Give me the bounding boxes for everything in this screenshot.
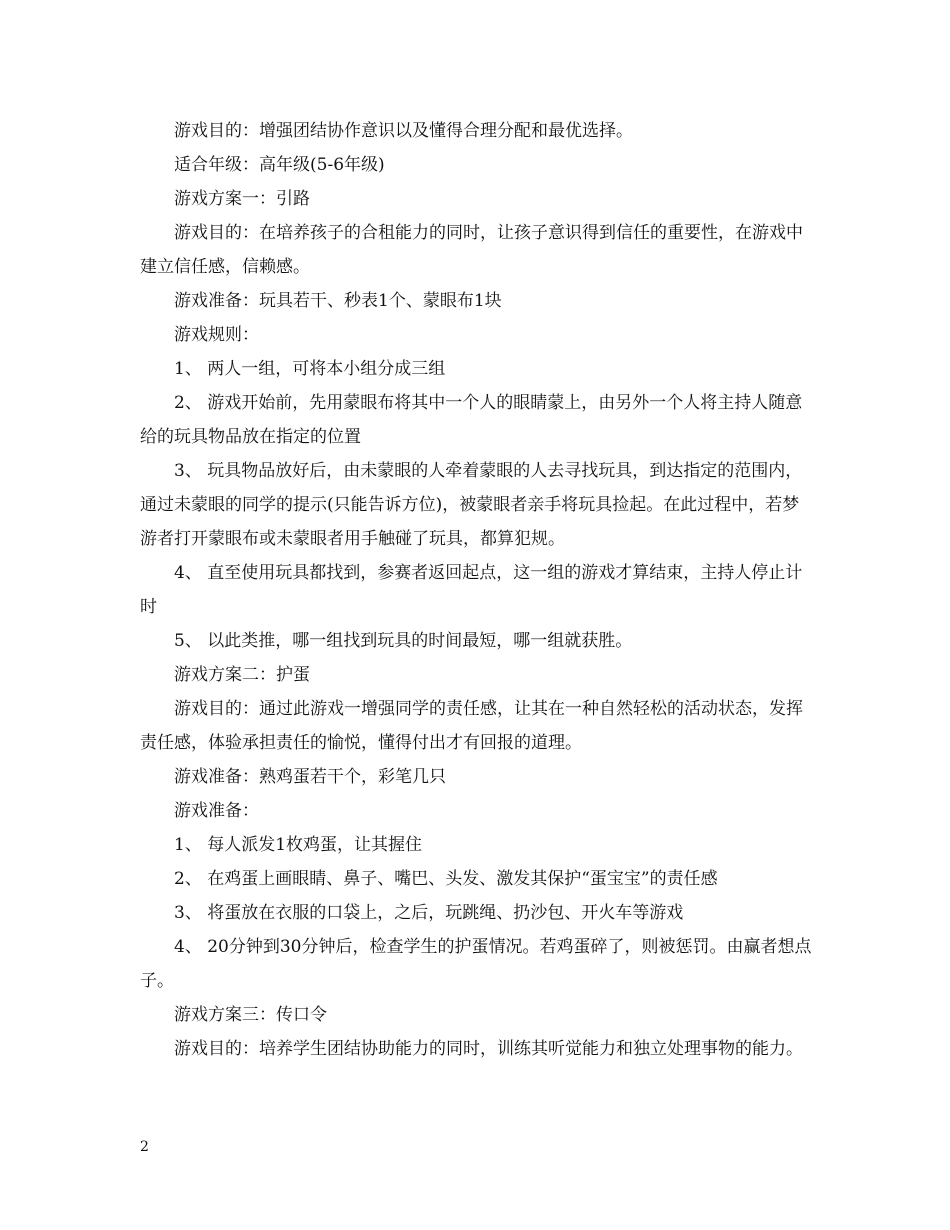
paragraph-plan-2-prep: 游戏准备：熟鸡蛋若干个，彩笔几只 [174, 767, 446, 787]
list-item: 5、 以此类推，哪一组找到玩具的时间最短，哪一组就获胜。 [174, 631, 633, 651]
document-body [140, 114, 812, 1066]
list-item: 1、 每人派发1枚鸡蛋，让其握住 [174, 835, 423, 855]
paragraph-plan-1-prep: 游戏准备：玩具若干、秒表1个、蒙眼布1块 [174, 291, 502, 311]
list-item: 2、 在鸡蛋上画眼睛、鼻子、嘴巴、头发、激发其保护“蛋宝宝”的责任感 [174, 869, 718, 889]
list-item: 1、 两人一组，可将本小组分成三组 [174, 359, 446, 379]
section-title-plan-1: 游戏方案一：引路 [174, 189, 310, 209]
section-title-plan-3: 游戏方案三：传口令 [174, 1005, 327, 1025]
paragraph-goal: 游戏目的：增强团结协作意识以及懂得合理分配和最优选择。 [174, 121, 633, 141]
list-item: 3、 玩具物品放好后，由未蒙眼的人牵着蒙眼的人去寻找玩具，到达指定的范围内，通过未蒙眼的同学的提示(只能告诉方位)，被蒙眼者亲手将玩具捡起。在此过程中，若梦游者打开蒙眼布或未蒙眼者用手触碰了玩具，都算犯规。 [140, 461, 803, 549]
list-item: 4、 直至使用玩具都找到，参赛者返回起点，这一组的游戏才算结束，主持人停止计时 [140, 563, 803, 617]
list-item: 2、 游戏开始前，先用蒙眼布将其中一个人的眼睛蒙上，由另外一个人将主持人随意给的玩具物品放在指定的位置 [140, 393, 803, 447]
paragraph-plan-1-rules-heading: 游戏规则： [174, 325, 259, 345]
paragraph-plan-2-steps-heading: 游戏准备： [174, 801, 259, 821]
paragraph-grade: 适合年级：高年级(5-6年级) [174, 155, 385, 175]
paragraph-plan-2-goal: 游戏目的：通过此游戏一增强同学的责任感，让其在一种自然轻松的活动状态，发挥责任感，体验承担责任的愉悦，懂得付出才有回报的道理。 [140, 699, 803, 753]
page-number: 2 [140, 1139, 149, 1155]
paragraph-plan-3-goal: 游戏目的：培养学生团结协助能力的同时，训练其听觉能力和独立处理事物的能力。 [174, 1039, 803, 1059]
list-item: 3、 将蛋放在衣服的口袋上，之后，玩跳绳、扔沙包、开火车等游戏 [174, 903, 684, 923]
section-title-plan-2: 游戏方案二：护蛋 [174, 665, 310, 685]
list-item: 4、 20分钟到30分钟后，检查学生的护蛋情况。若鸡蛋碎了，则被惩罚。由赢者想点子。 [140, 937, 812, 991]
paragraph-plan-1-goal: 游戏目的：在培养孩子的合租能力的同时，让孩子意识得到信任的重要性，在游戏中建立信任感，信赖感。 [140, 223, 803, 277]
